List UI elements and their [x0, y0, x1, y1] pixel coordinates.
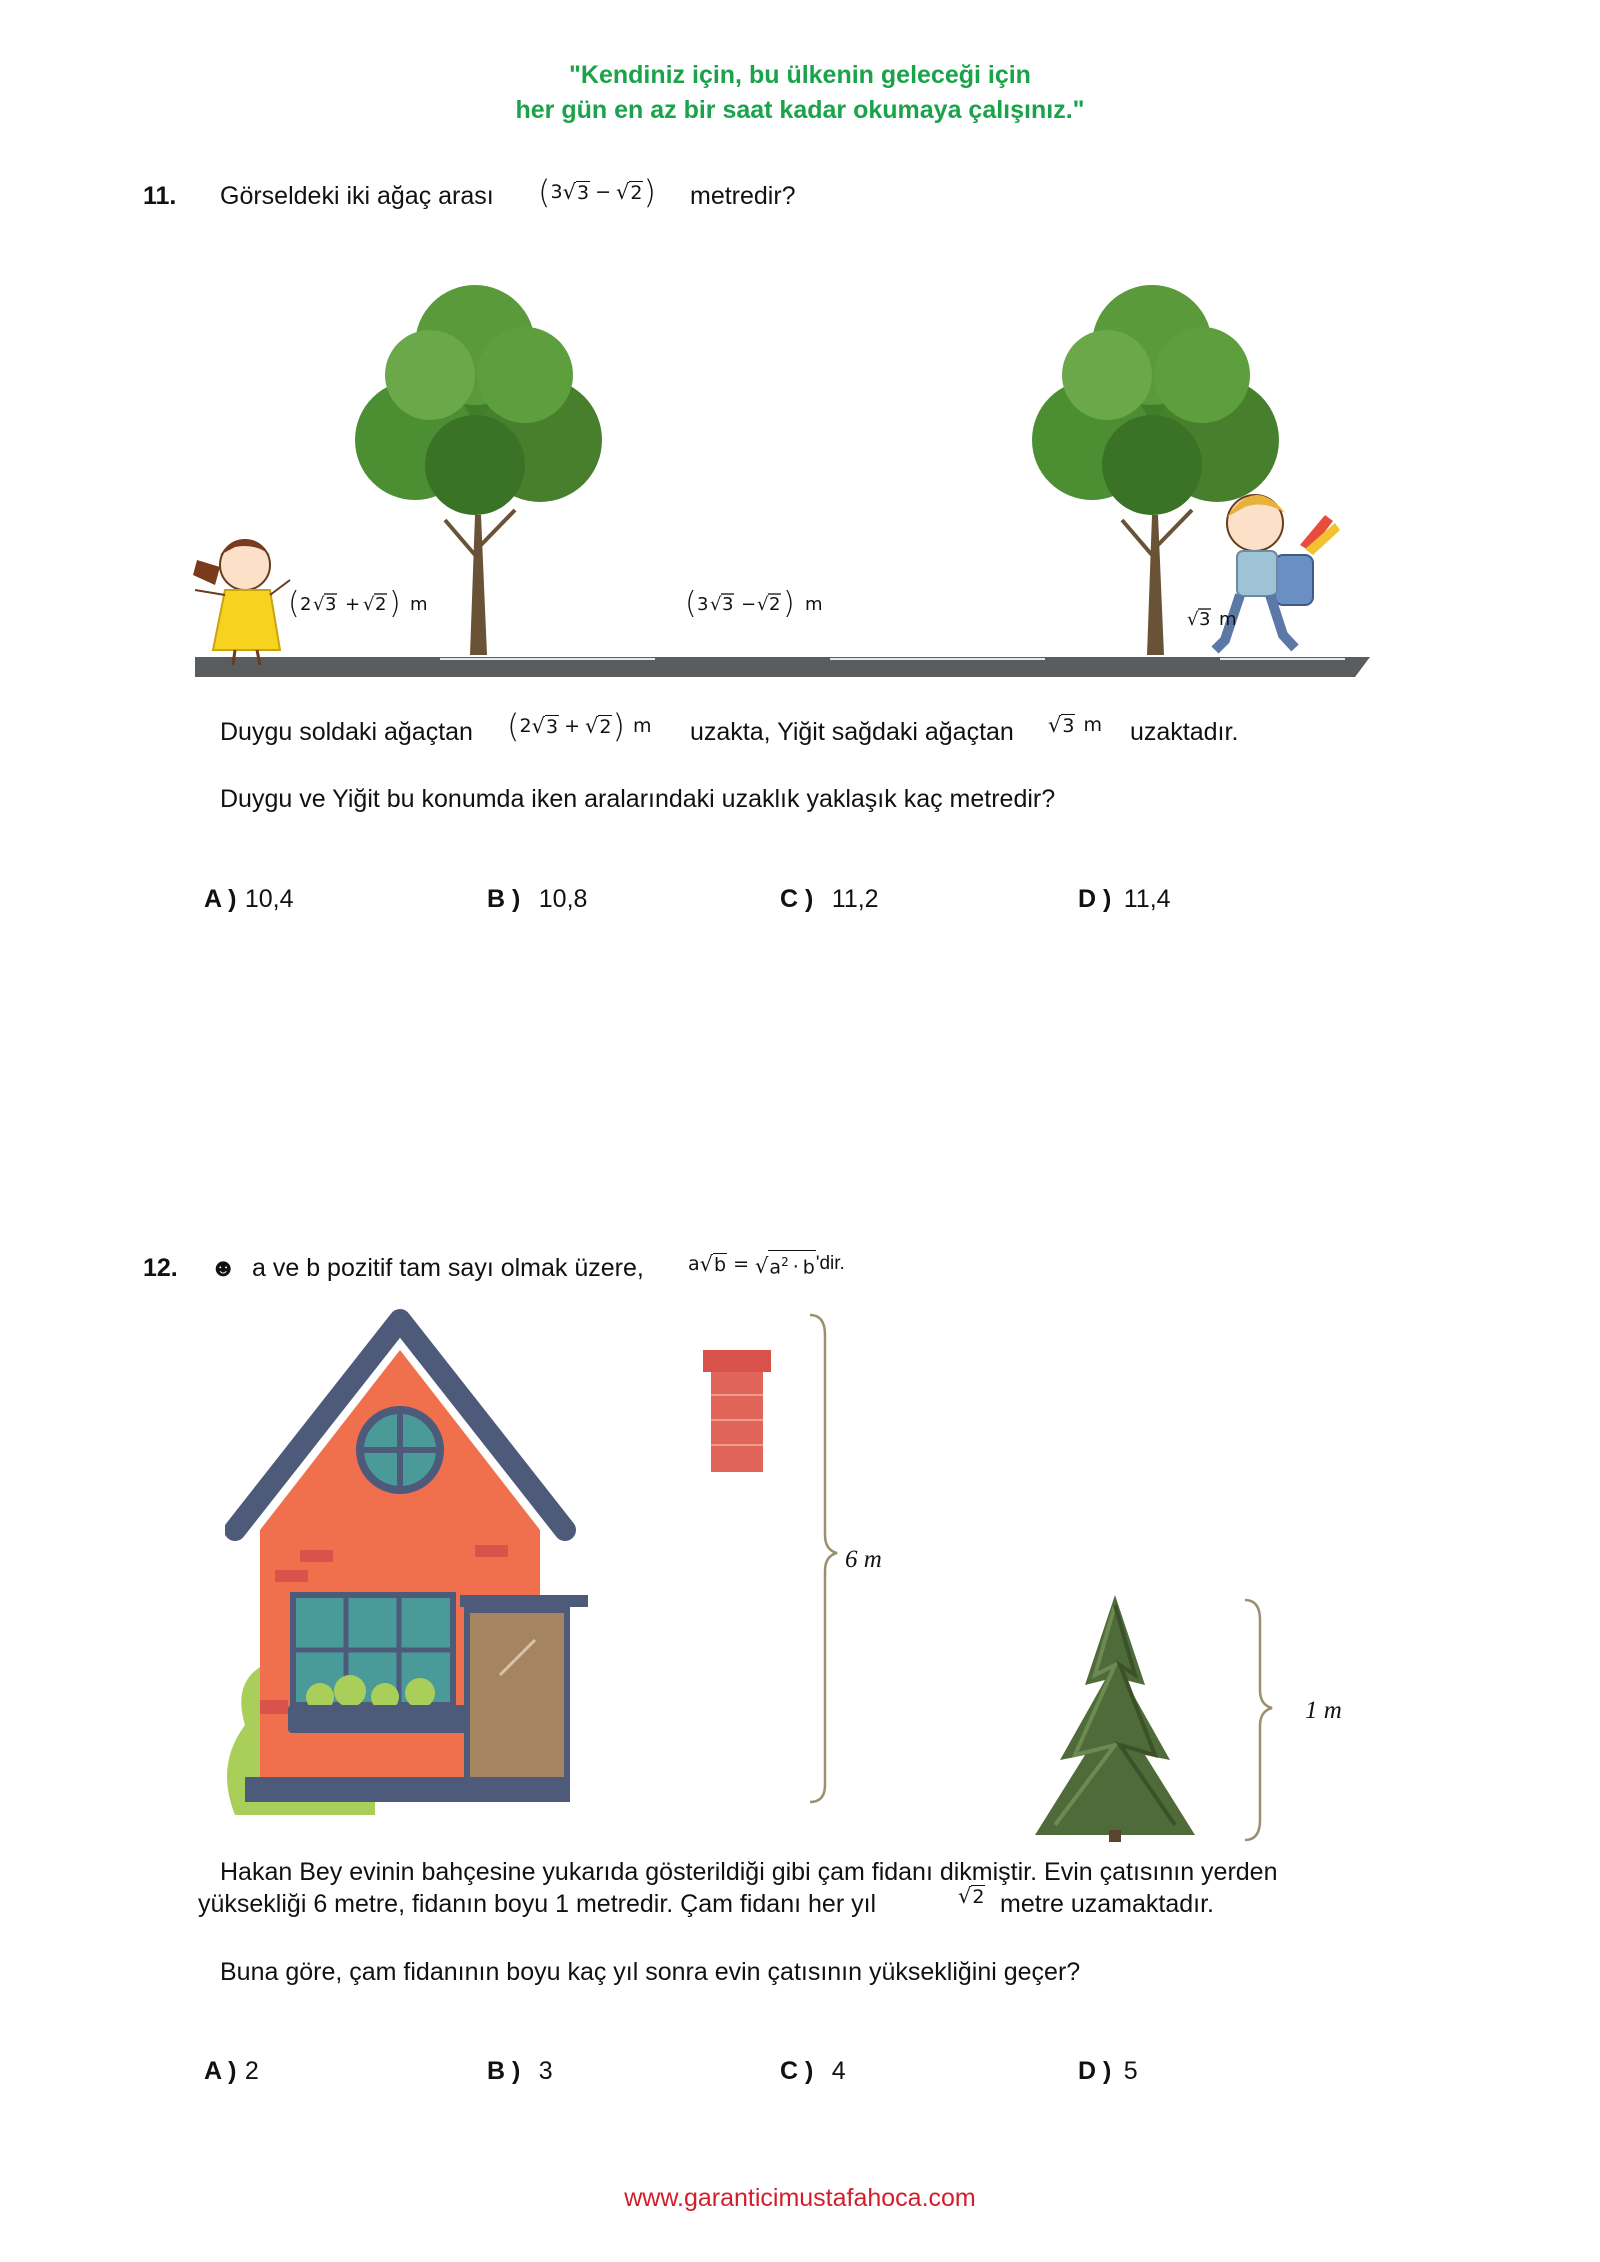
question-11-intro-math: ( 3 √ 3 − √ 2 ) — [538, 173, 656, 211]
question-11-intro-tail: metredir? — [690, 182, 796, 210]
svg-text:(: ( — [685, 586, 697, 621]
svg-text:−: − — [741, 594, 757, 615]
question-12-formula: a √ b = √ $a^2 \cdot b$ 'dir. — [688, 1250, 845, 1278]
svg-text:3: 3 — [325, 594, 337, 615]
question-12-paragraph-line1: Hakan Bey evinin bahçesine yukarıda gösterildiği gibi çam fidanı dikmiştir. Evin çatısının yerden — [220, 1858, 1278, 1886]
question-11-number: 11. — [143, 182, 177, 210]
option-label: D ) — [1078, 885, 1112, 913]
option-label: B ) — [487, 885, 521, 913]
motto-line-1: "Kendiniz için, bu ülkenin geleceği için — [569, 61, 1031, 89]
question-11-sentence-part1: Duygu soldaki ağaçtan — [220, 718, 473, 746]
question-11-question: Duygu ve Yiğit bu konumda iken aralarındaki uzaklık yaklaşık kaç metredir? — [220, 785, 1056, 813]
option-label: D ) — [1078, 2057, 1112, 2085]
smiley-bullet-icon: ☻ — [210, 1254, 237, 1282]
q12-option-d[interactable] — [1078, 2057, 1138, 2086]
question-11-sentence-part3: uzaktadır. — [1130, 718, 1239, 746]
motto-line-2: her gün en az bir saat kadar okumaya çalışınız." — [515, 96, 1085, 124]
svg-text:): ) — [389, 586, 401, 621]
svg-text:√: √ — [757, 594, 769, 615]
svg-text:m: m — [410, 594, 428, 615]
option-value: 10,8 — [538, 885, 588, 913]
option-value: 4 — [831, 2057, 846, 2085]
svg-text:2: 2 — [300, 594, 312, 615]
svg-text:+: + — [345, 594, 361, 615]
option-value: 5 — [1123, 2057, 1138, 2085]
question-12-paragraph-math: √ 2 — [958, 1884, 985, 1908]
svg-text:(: ( — [288, 586, 300, 621]
q12-option-a[interactable] — [204, 2057, 259, 2086]
svg-text:2: 2 — [375, 594, 387, 615]
svg-text:2: 2 — [769, 594, 781, 615]
right-distance-label — [1187, 609, 1237, 630]
house-height-label: 6 m — [845, 1546, 882, 1573]
girl-duygu-icon — [193, 540, 290, 665]
q12-option-b[interactable] — [487, 2057, 553, 2086]
left-distance-label — [288, 586, 428, 621]
question-11-intro: Görseldeki iki ağaç arası — [220, 182, 494, 210]
option-value: 11,2 — [831, 885, 879, 913]
question-12-paragraph-line2a: yüksekliği 6 metre, fidanın boyu 1 metredir. Çam fidanı her yıl — [198, 1890, 877, 1918]
chimney-icon — [711, 1372, 763, 1472]
option-label: C ) — [780, 885, 814, 913]
svg-text:m: m — [1219, 609, 1237, 630]
option-value: 3 — [538, 2057, 553, 2085]
house-height-brace — [810, 1315, 837, 1802]
option-label: A ) — [204, 885, 237, 913]
chimney-top — [703, 1350, 771, 1372]
svg-text:√: √ — [710, 594, 722, 615]
q11-trees-road-figure — [175, 255, 1385, 680]
q11-figure-labels — [288, 586, 1237, 630]
svg-text:√: √ — [1187, 609, 1199, 630]
option-value: 11,4 — [1123, 885, 1171, 913]
footer-url-link[interactable]: www.garanticimustafahoca.com — [624, 2184, 976, 2212]
svg-text:3: 3 — [697, 594, 709, 615]
q11-option-c[interactable] — [780, 885, 879, 914]
question-12-question: Buna göre, çam fidanının boyu kaç yıl sonra evin çatısının yüksekliğini geçer? — [220, 1958, 1081, 1986]
option-label: B ) — [487, 2057, 521, 2085]
pine-tree-icon — [1035, 1595, 1195, 1842]
svg-text:3: 3 — [1199, 609, 1211, 630]
door-icon — [467, 1610, 567, 1780]
question-12-number: 12. — [143, 1254, 178, 1282]
q12-house-tree-figure — [225, 1305, 1405, 1850]
option-value: 10,4 — [244, 885, 294, 913]
svg-text:): ) — [783, 586, 795, 621]
tree-height-brace — [1245, 1600, 1272, 1840]
road — [195, 657, 1370, 677]
question-11-sentence-part2: uzakta, Yiğit sağdaki ağaçtan — [690, 718, 1014, 746]
q11-option-b[interactable] — [487, 885, 587, 914]
question-11-sentence-math1: ( 2 √ 3 + √ 2 ) m — [507, 707, 652, 745]
option-label: A ) — [204, 2057, 237, 2085]
svg-text:√: √ — [363, 594, 375, 615]
option-value: 2 — [244, 2057, 259, 2085]
question-11-sentence-math2: √ 3 m — [1048, 713, 1102, 737]
option-label: C ) — [780, 2057, 814, 2085]
svg-text:3: 3 — [722, 594, 734, 615]
svg-text:m: m — [805, 594, 823, 615]
question-12-intro: a ve b pozitif tam sayı olmak üzere, — [252, 1254, 644, 1282]
house-ground — [245, 1777, 570, 1802]
svg-text:√: √ — [313, 594, 325, 615]
middle-distance-label — [685, 586, 823, 621]
question-12-paragraph-line2b: metre uzamaktadır. — [1000, 1890, 1214, 1918]
q11-option-a[interactable] — [204, 885, 294, 914]
window-planter — [288, 1705, 470, 1733]
q11-option-d[interactable] — [1078, 885, 1171, 914]
q12-option-c[interactable] — [780, 2057, 846, 2086]
tree-height-label: 1 m — [1305, 1697, 1342, 1724]
